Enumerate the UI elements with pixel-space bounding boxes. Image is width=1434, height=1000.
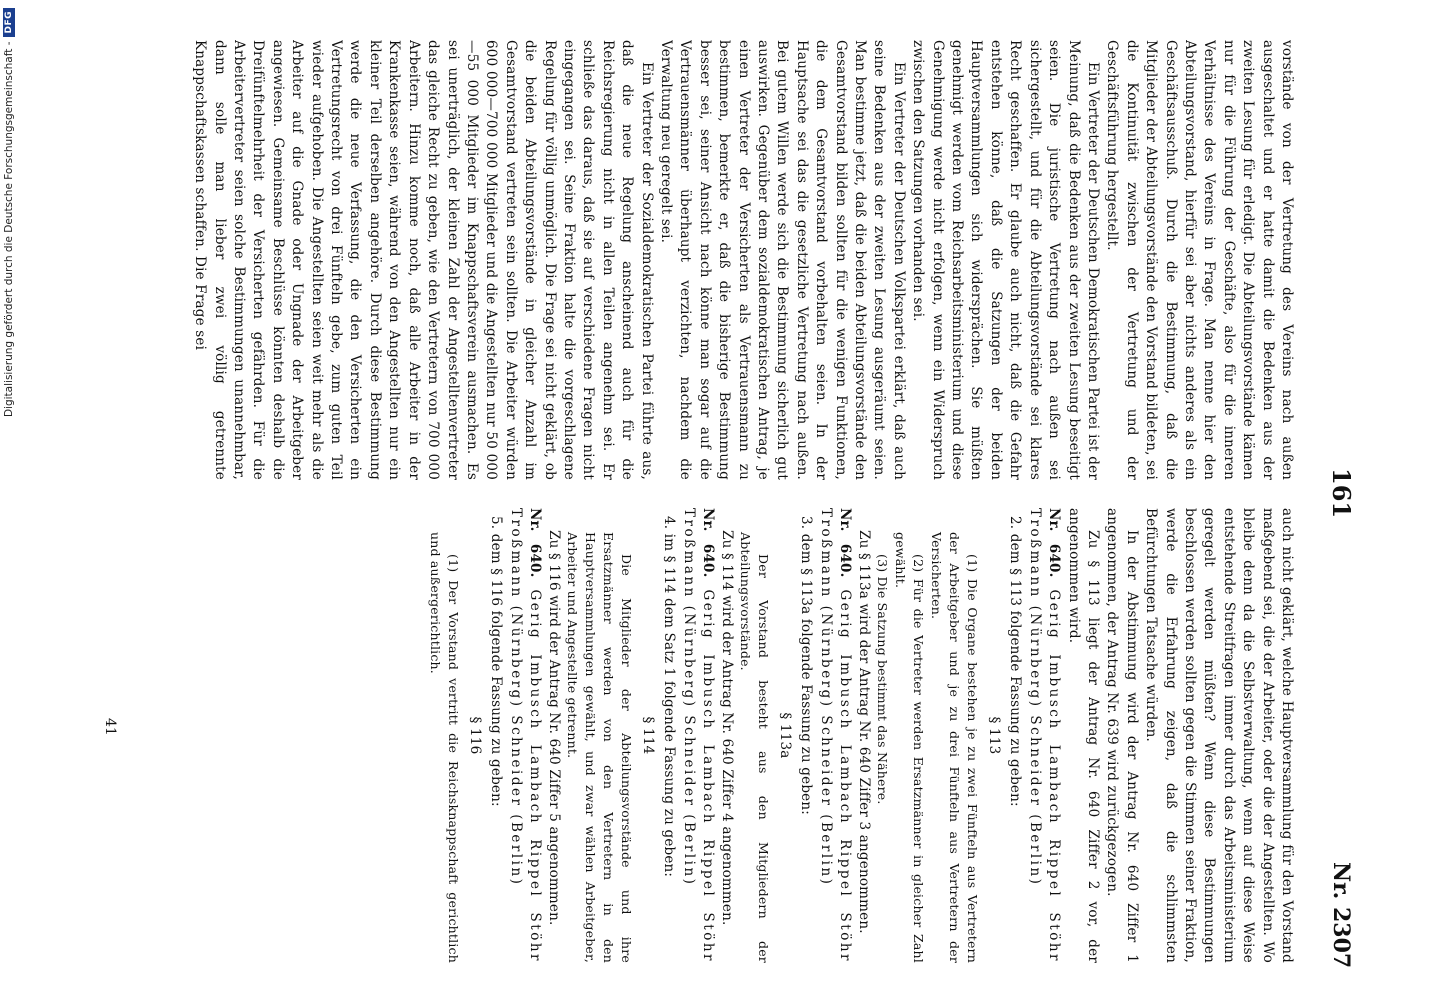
section-text bbox=[874, 508, 982, 963]
paragraph: Ein Vertreter der Deutschen Demokratischen Partei ist der Meinung, daß die Bedenken aus der zweiten Lesung beseitigt seien. Die juristische Vertretung nach außen sei sichergestellt, und für die Abteilungsvorstände sei klares Recht geschaffen. Er glaube auch nicht, daß die Gefahr entstehen könne, daß die Satzungen der beiden Hauptversammlungen sich widersprächen. Sie müßten genehmigt werden vom Reichsarbeitsministerium und diese Genehmigung werde nicht erfolgen, wenn ein Widerspruch zwischen den Satzungen vorhanden sei. bbox=[910, 40, 1101, 480]
motion-signatories: Gerig Imbusch Lambach Rippel Stöhr Troßmann (Nürnberg) Schneider (Berlin) bbox=[1026, 508, 1063, 963]
motion-reference bbox=[815, 508, 854, 963]
paragraph: In der Abstimmung wird der Antrag Nr. 640 Ziffer 1 angenommen, der Antrag Nr. 639 wird zurückgezogen. bbox=[1104, 508, 1140, 963]
section-text bbox=[426, 508, 462, 963]
section-heading: § 116 bbox=[466, 716, 483, 755]
clause: Die Mitglieder der Abteilungsvorstände und ihre Ersatzmänner werden von den Vertretern in den Hauptversammlungen gewählt, und zwar wählen Arbeitgeber, Arbeiter und Angestellte getrennt. bbox=[565, 532, 635, 963]
page-number: 161 bbox=[1327, 468, 1356, 519]
motion-reference bbox=[1024, 508, 1063, 963]
paragraph: Zu § 116 wird der Antrag Nr. 640 Ziffer 5 angenommen. bbox=[546, 530, 563, 926]
paragraph: Zu § 113 liegt der Antrag Nr. 640 Ziffer 2 vor, der angenommen wird. bbox=[1065, 508, 1101, 963]
motion-label: Nr. 640. bbox=[527, 508, 544, 578]
motion-label: Nr. 640. bbox=[700, 508, 717, 578]
motion-signatories: Gerig Imbusch Lambach Rippel Stöhr Troßmann (Nürnberg) Schneider (Berlin) bbox=[507, 508, 544, 963]
paragraph: auch nicht geklärt, welche Hauptversammlung für den Vorstand maßgebend sei, die der Arbeiter, oder die der Angestellten. Wo bleibe denn da die Selbstverwaltung, wenn auf diese Weise entstehende Streitfragen immer durch das Arbeitsministerium geregelt werden müßten? Wenn diese Bestimmungen beschlossen werden sollten gegen die Stimmen seiner Fraktion, werde die Erfahrung zeigen, daß die schlimmsten Befürchtungen Tatsache würden. bbox=[1143, 508, 1295, 963]
section-heading: § 113a bbox=[776, 712, 793, 759]
paragraph: Ein Vertreter der Sozialdemokratischen Partei führte aus, daß die neue Regelung anscheinend auch für die Reichsregierung nicht in allen Teilen angenehm sei. Er schließe das daraus, daß sie auf verschiedene Fragen nicht eingegangen sei. Seine Fraktion halte die vorgeschlagene Regelung für völlig unmöglich. Die Frage sei nicht geklärt, ob die beiden Abteilungsvorstände in gleicher Anzahl im Gesamtvorstand vertreten sein sollten. Die Arbeiter würden 600 000—700 000 Mitglieder und die Angestellten nur 50 000—55 000 Mitglieder im Knappschaftsverein ausmachen. Es sei unerträglich, der kleinen Zahl der Angestelltenvertreter das gleiche Recht zu geben, wie den Vertretern von 700 000 Arbeitern. Hinzu komme noch, daß alle Arbeiter in der Krankenkasse seien, während von den Angestellten nur ein kleiner Teil derselben angehöre. Durch diese Bestimmung werde die neue Verfassung, die den Versicherten ein Vertretungsrecht von drei Fünfteln gebe, zum guten Teil wieder aufgehoben. Die Angestellten seien weit mehr als die Arbeiter auf die Gnade oder Ungnade der Arbeitgeber angewiesen. Gemeinsame Beschlüsse könnten deshalb die Dreifünftelmehrheit der Versicherten gefährden. Für die Arbeitervertreter seien solche Bestimmungen unannehmbar, dann solle man lieber zwei völlig getrennte Knappschaftskassen schaffen. Die Frage sei bbox=[192, 40, 655, 480]
motion-item: 5. dem § 116 folgende Fassung zu geben: bbox=[488, 516, 505, 807]
clause: (2) Für die Vertreter werden Ersatzmänner in gleicher Zahl gewählt. bbox=[893, 532, 927, 963]
motion-label: Nr. 640. bbox=[837, 508, 854, 578]
motion-reference bbox=[505, 508, 544, 963]
section-text bbox=[736, 508, 772, 963]
document-number: Nr. 2307 bbox=[1328, 862, 1354, 969]
clause: (1) Der Vorstand vertritt die Reichsknappschaft gerichtlich und außergerichtlich. bbox=[428, 532, 462, 963]
motion-reference bbox=[678, 508, 717, 963]
motion-item: 2. dem § 113 folgende Fassung zu geben: bbox=[1007, 516, 1024, 807]
section-heading: § 114 bbox=[639, 716, 656, 755]
motion-signatories: Gerig Imbusch Lambach Rippel Stöhr Troßmann (Nürnberg) Schneider (Berlin) bbox=[680, 508, 717, 963]
clause: (3) Die Satzung bestimmt das Nähere. bbox=[875, 554, 891, 805]
motion-signatories: Gerig Imbusch Lambach Rippel Stöhr Troßmann (Nürnberg) Schneider (Berlin) bbox=[817, 508, 854, 963]
credit-text: Digitalisierung gefördert durch die Deutsche Forschungsgemeinschaft - bbox=[3, 41, 15, 418]
paragraph: Zu § 113a wird der Antrag Nr. 640 Ziffer 3 angenommen. bbox=[856, 530, 873, 934]
motion-item: 4. im § 114 dem Satz 1 folgende Fassung zu geben: bbox=[661, 516, 678, 878]
signature-mark: 41 bbox=[102, 718, 118, 736]
section-text bbox=[563, 508, 635, 963]
motion-label: Nr. 640. bbox=[1046, 508, 1063, 578]
paragraph: Ein Vertreter der Deutschen Volkspartei erklärt, daß auch seine Bedenken aus der zweiten Lesung ausgeräumt seien. Man bestimme jetzt, daß die beiden Abteilungsvorstände den Gesamtvorstand bilden sollten für die wenigen Funktionen, die dem Gesamtvorstand vorbehalten seien. In der Hauptsache sei das die gesetzliche Vertretung nach außen. Bei gutem Willen werde sich die Bestimmung sicherlich gut auswirken. Gegenüber dem sozialdemokratischen Antrag, je einen Vertreter der Versicherten als Vertrauensmann zu bestimmen, bemerkte er, daß die bisherige Bestimmung besser sei, seiner Ansicht nach könne man sogar auf die Vertrauensmänner überhaupt verzichten, nachdem die Verwaltung neu geregelt sei. bbox=[658, 40, 907, 480]
digitization-credit bbox=[0, 0, 18, 1000]
section-heading: § 113 bbox=[985, 716, 1002, 755]
dfg-logo: DFG bbox=[3, 8, 15, 37]
paragraph: vorstände von der Vertretung des Vereins nach außen ausgeschaltet und er hatte damit die Bedenken aus der zweiten Lesung für erledigt. Die Abteilungsvorstände kämen nur für die Führung der Geschäfte, also für die inneren Verhältnisse des Vereins in Frage. Man nenne hier den Abteilungsvorstand, hierfür sei aber nichts anderes als ein Geschäftsausschuß. Durch die Bestimmung, daß die Mitglieder der Abteilungsvorstände den Vorstand bildeten, sei die Kontinuität zwischen der Vertretung und der Geschäftsführung hergestellt. bbox=[1104, 40, 1295, 480]
clause: (1) Die Organe bestehen je zu zwei Fünfteln aus Vertretern der Arbeitgeber und je zu drei Fünfteln aus Vertretern der Versicherten. bbox=[929, 532, 981, 963]
motion-item: 3. dem § 113a folgende Fassung zu geben: bbox=[798, 516, 815, 816]
left-column bbox=[132, 40, 1296, 480]
paragraph: Zu § 114 wird der Antrag Nr. 640 Ziffer 4 angenommen. bbox=[719, 530, 736, 926]
clause: Der Vorstand besteht aus den Mitgliedern der Abteilungsvorstände. bbox=[738, 532, 772, 963]
right-column bbox=[132, 508, 1296, 963]
